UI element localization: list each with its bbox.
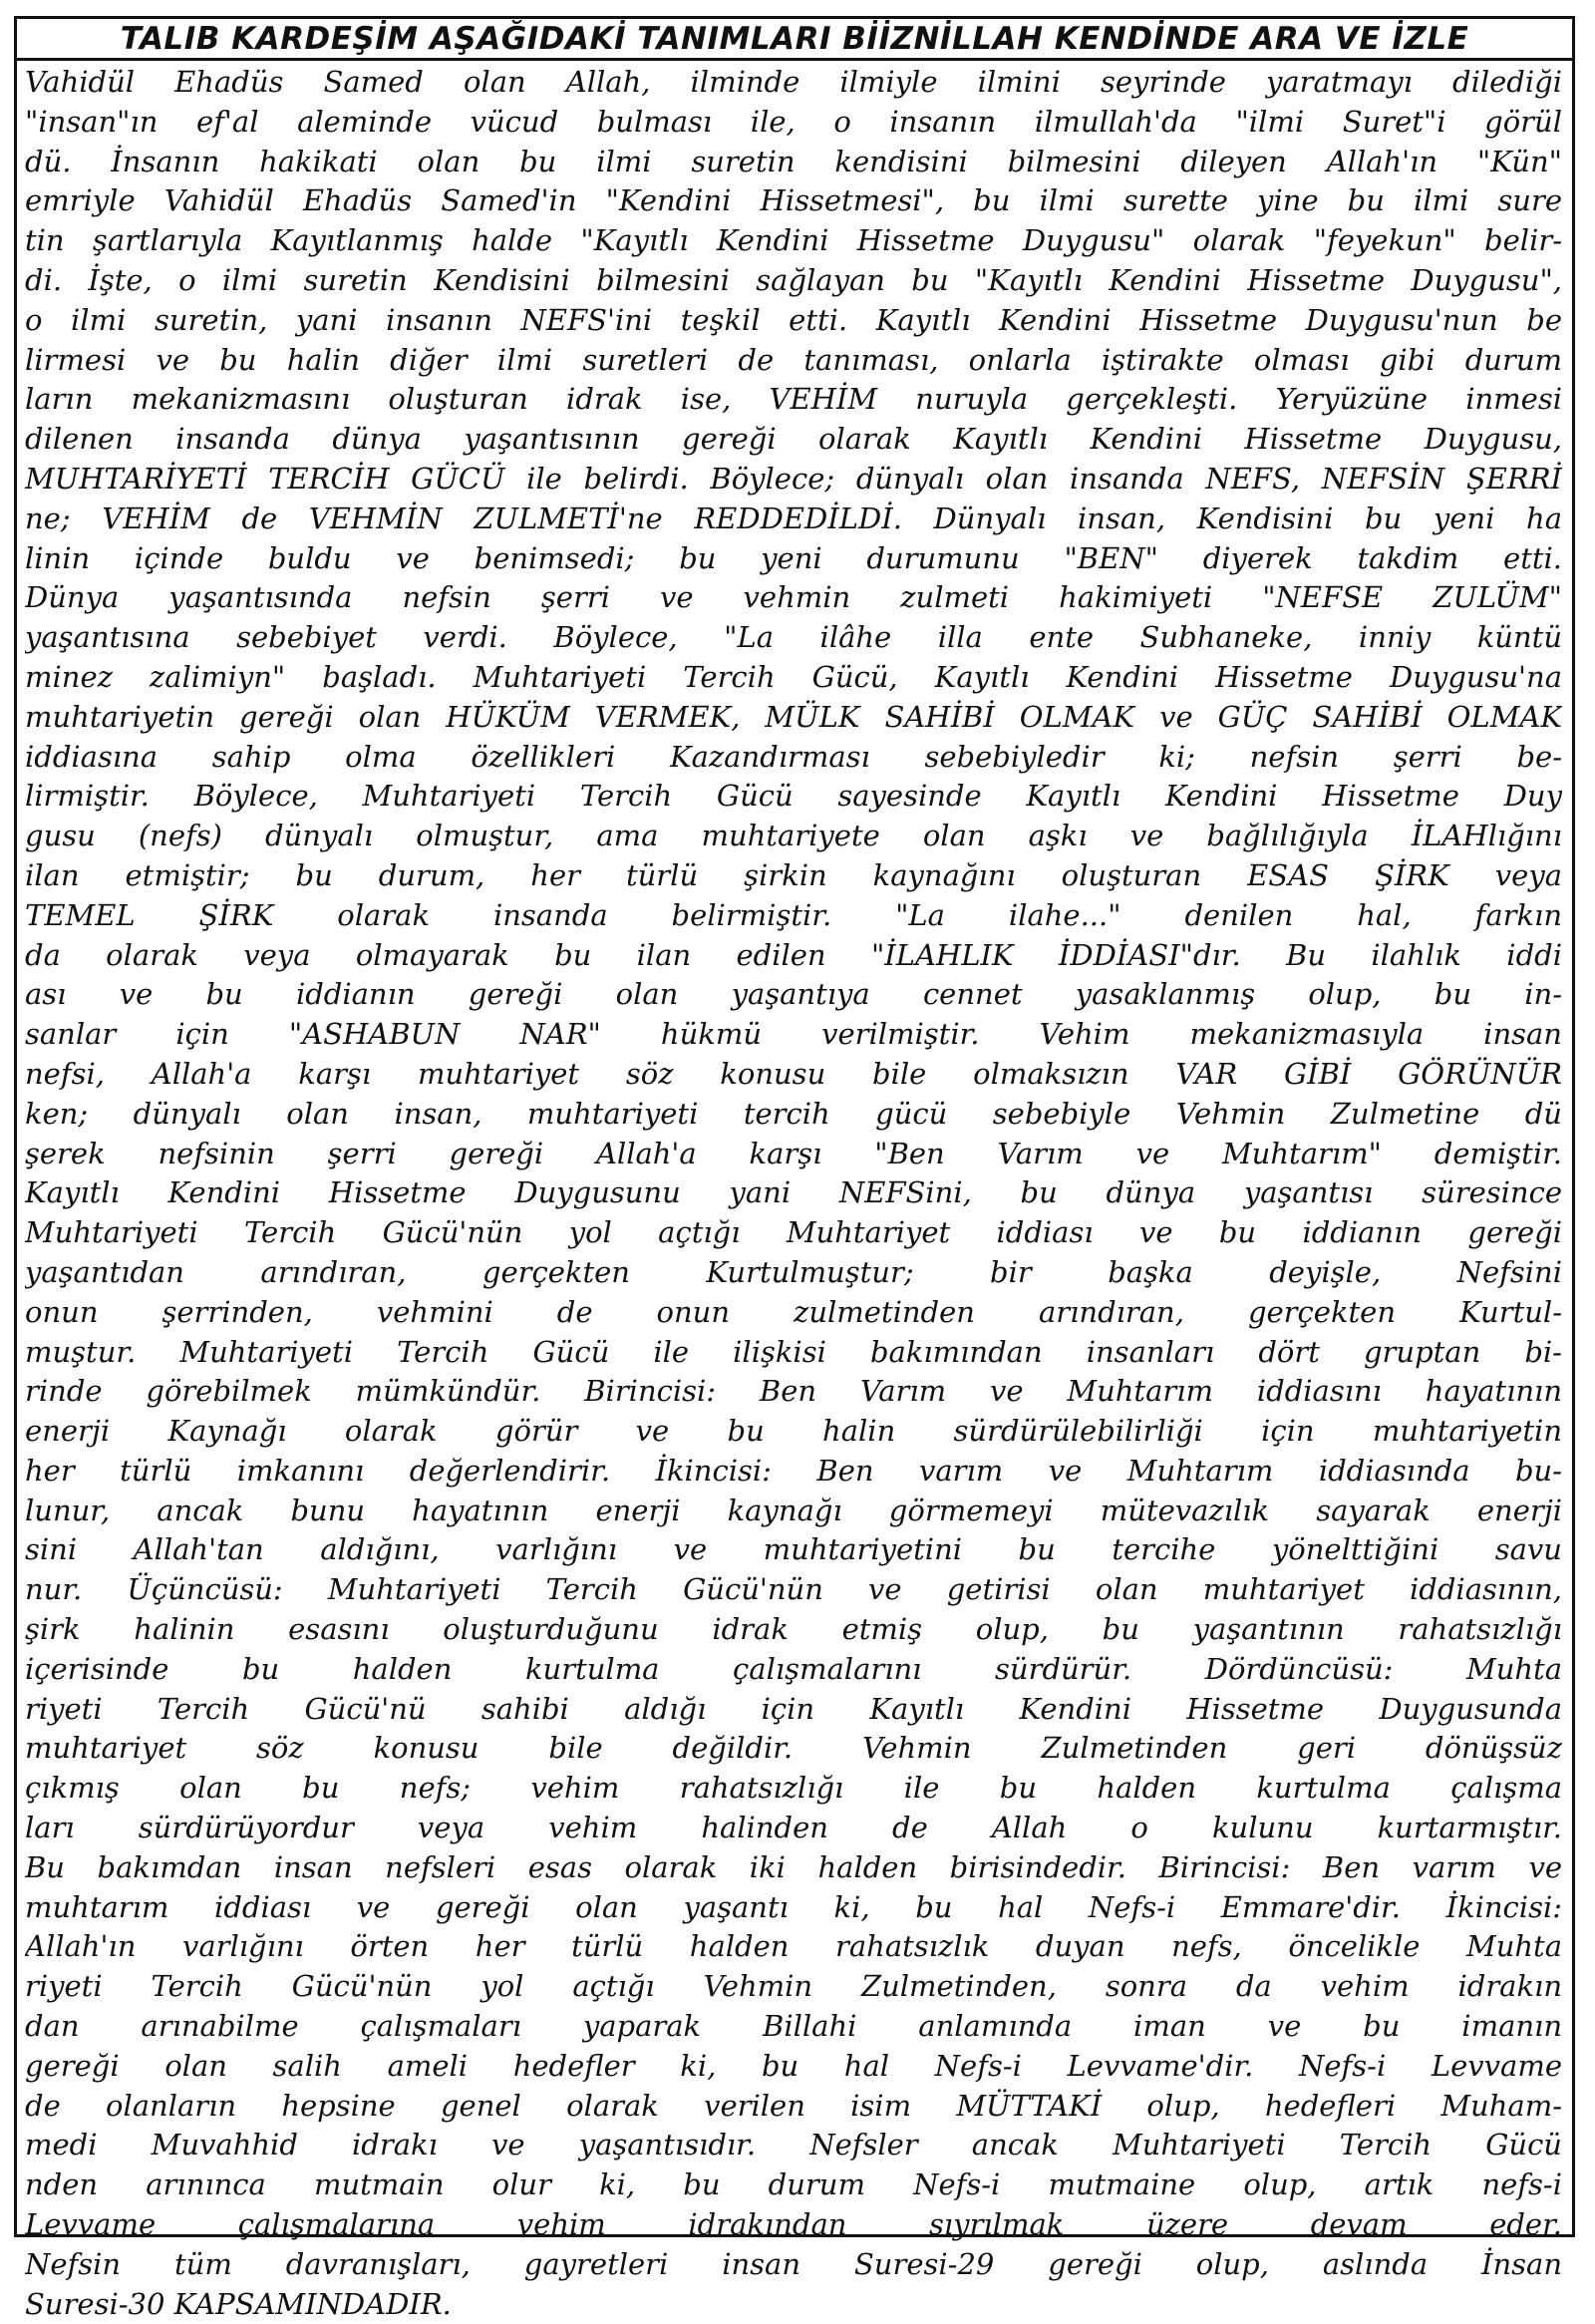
text-line: muhtariyetin gereği olan HÜKÜM VERMEK, MÜLK SAHİBİ OLMAK ve GÜÇ SAHİBİ OLMAK (25, 699, 1562, 734)
text-line: "insan"ın ef'al aleminde vücud bulması ile, o insanın ilmullah'da "ilmi Suret"i görül (25, 104, 1562, 139)
text-line: onun şerrinden, vehmini de onun zulmetinden arındıran, gerçekten Kurtul- (25, 1294, 1562, 1329)
text-line: ların mekanizmasını oluşturan idrak ise, VEHİM nuruyla gerçekleşti. Yeryüzüne inmesi (25, 382, 1562, 417)
text-line: Levvame çalışmalarına vehim idrakından sıyrılmak üzere devam eder. (25, 2207, 1562, 2242)
text-line: tin şartlarıyla Kayıtlanmış halde "Kayıtlı Kendini Hissetme Duygusu" olarak "feyekun" belir- (25, 223, 1562, 258)
text-line: medi Muvahhid idrakı ve yaşantısıdır. Nefsler ancak Muhtariyeti Tercih Gücü (25, 2128, 1562, 2162)
text-line: Suresi-30 KAPSAMINDADIR. (25, 2286, 452, 2321)
text-line: Dünya yaşantısında nefsin şerri ve vehmin zulmeti hakimiyeti "NEFSE ZULÜM" (25, 580, 1562, 615)
text-line: emriyle Vahidül Ehadüs Samed'in "Kendini Hissetmesi", bu ilmi surette yine bu ilmi sure (25, 183, 1562, 218)
text-line: rinde görebilmek mümkündür. Birincisi: Ben Varım ve Muhtarım iddiasını hayatının (25, 1374, 1562, 1409)
text-line: ları sürdürüyordur veya vehim halinden de Allah o kulunu kurtarmıştır. (25, 1811, 1562, 1845)
text-line: gusu (nefs) dünyalı olmuştur, ama muhtariyete olan aşkı ve bağlılığıyla İLAHlığını (25, 819, 1562, 853)
text-line: her türlü imkanını değerlendirir. İkincisi: Ben varım ve Muhtarım iddiasında bu- (25, 1453, 1562, 1488)
text-line: da olarak veya olmayarak bu ilan edilen "İLAHLIK İDDİASI"dır. Bu ilahlık iddi (25, 937, 1562, 972)
text-line: lirmiştir. Böylece, Muhtariyeti Tercih Gücü sayesinde Kayıtlı Kendini Hissetme Duy (25, 779, 1562, 814)
text-line: linin içinde buldu ve benimsedi; bu yeni durumunu "BEN" diyerek takdim etti. (25, 540, 1562, 575)
text-line: Allah'ın varlığını örten her türlü halden rahatsızlık duyan nefs, öncelikle Muhta (25, 1929, 1562, 1964)
text-line: Muhtariyeti Tercih Gücü'nün yol açtığı Muhtariyet iddiası ve bu iddianın gereği (25, 1215, 1562, 1250)
text-line: ken; dünyalı olan insan, muhtariyeti tercih gücü sebebiyle Vehmin Zulmetine dü (25, 1096, 1562, 1131)
text-line: ne; VEHİM de VEHMİN ZULMETİ'ne REDDEDİLDİ. Dünyalı insan, Kendisini bu yeni ha (25, 500, 1562, 535)
text-line: lunur, ancak bunu hayatının enerji kaynağı görmemeyi mütevazılık sayarak enerji (25, 1493, 1562, 1527)
text-line: MUHTARİYETİ TERCİH GÜCÜ ile belirdi. Böylece; dünyalı olan insanda NEFS, NEFSİN ŞERRİ (25, 461, 1562, 496)
text-line: nur. Üçüncüsü: Muhtariyeti Tercih Gücü'nün ve getirisi olan muhtariyet iddiasının, (25, 1572, 1562, 1607)
text-line: riyeti Tercih Gücü'nü sahibi aldığı için Kayıtlı Kendini Hissetme Duygusunda (25, 1691, 1562, 1726)
text-line: nefsi, Allah'a karşı muhtariyet söz konusu bile olmaksızın VAR GİBİ GÖRÜNÜR (25, 1056, 1562, 1091)
text-line: enerji Kaynağı olarak görür ve bu halin sürdürülebilirliği için muhtariyetin (25, 1414, 1562, 1449)
text-line: yaşantıdan arındıran, gerçekten Kurtulmuştur; bir başka deyişle, Nefsini (25, 1254, 1562, 1289)
text-line: iddiasına sahip olma özellikleri Kazandırması sebebiyledir ki; nefsin şerri be- (25, 739, 1562, 774)
text-line: muhtarım iddiası ve gereği olan yaşantı ki, bu hal Nefs-i Emmare'dir. İkincisi: (25, 1889, 1562, 1924)
text-line: dan arınabilme çalışmaları yaparak Billahi anlamında iman ve bu imanın (25, 2009, 1562, 2044)
text-line: Vahidül Ehadüs Samed olan Allah, ilminde ilmiyle ilmini seyrinde yaratmayı dilediği (25, 65, 1562, 99)
text-line: dü. İnsanın hakikati olan bu ilmi suretin kendisini bilmesini dileyen Allah'ın "Kün" (25, 144, 1562, 178)
text-line: yaşantısına sebebiyet verdi. Böylece, "La ilâhe illa ente Subhaneke, inniy küntü (25, 620, 1562, 655)
text-line: gereği olan salih ameli hedefler ki, bu hal Nefs-i Levvame'dir. Nefs-i Levvame (25, 2048, 1562, 2083)
text-line: nden arınınca mutmain olur ki, bu durum Nefs-i mutmaine olup, artık nefs-i (25, 2167, 1562, 2202)
text-line: şirk halinin esasını oluşturduğunu idrak etmiş olup, bu yaşantının rahatsızlığı (25, 1612, 1562, 1647)
text-line: sanlar için "ASHABUN NAR" hükmü verilmiştir. Vehim mekanizmasıyla insan (25, 1017, 1562, 1052)
body-text (17, 61, 1572, 2324)
text-line: dilenen insanda dünya yaşantısının gereği olarak Kayıtlı Kendini Hissetme Duygusu, (25, 422, 1562, 457)
text-line: Nefsin tüm davranışları, gayretleri insan Suresi-29 gereği olup, aslında İnsan (25, 2246, 1562, 2281)
text-line: içerisinde bu halden kurtulma çalışmalarını sürdürür. Dördüncüsü: Muhta (25, 1651, 1562, 1686)
text-line: Bu bakımdan insan nefsleri esas olarak iki halden birisindedir. Birincisi: Ben varım ve (25, 1849, 1562, 1884)
text-line: muhtariyet söz konusu bile değildir. Vehmin Zulmetinden geri dönüşsüz (25, 1731, 1562, 1766)
text-line: ası ve bu iddianın gereği olan yaşantıya cennet yasaklanmış olup, bu in- (25, 977, 1562, 1012)
text-line: lirmesi ve bu halin diğer ilmi suretleri de tanıması, onlarla iştirakte olması gibi durum (25, 342, 1562, 377)
page-title: TALIB KARDEŞİM AŞAĞIDAKİ TANIMLARI BİİZNİLLAH KENDİNDE ARA VE İZLE (17, 19, 1572, 61)
text-line: muştur. Muhtariyeti Tercih Gücü ile ilişkisi bakımından insanları dört gruptan bi- (25, 1334, 1562, 1369)
text-line: sini Allah'tan aldığını, varlığını ve muhtariyetini bu tercihe yönelttiğini savu (25, 1532, 1562, 1567)
text-line: de olanların hepsine genel olarak verilen isim MÜTTAKİ olup, hedefleri Muham- (25, 2088, 1562, 2123)
text-line: TEMEL ŞİRK olarak insanda belirmiştir. "La ilahe..." denilen hal, farkın (25, 897, 1562, 932)
text-line: minez zalimiyn" başladı. Muhtariyeti Tercih Gücü, Kayıtlı Kendini Hissetme Duygusu'na (25, 659, 1562, 694)
text-line: ilan etmiştir; bu durum, her türlü şirkin kaynağını oluşturan ESAS ŞİRK veya (25, 857, 1562, 892)
text-line: Kayıtlı Kendini Hissetme Duygusunu yani NEFSini, bu dünya yaşantısı süresince (25, 1175, 1562, 1210)
handwritten-page (14, 16, 1575, 2321)
text-line: o ilmi suretin, yani insanın NEFS'ini teşkil etti. Kayıtlı Kendini Hissetme Duygusu'nun be (25, 302, 1562, 337)
text-line: riyeti Tercih Gücü'nün yol açtığı Vehmin Zulmetinden, sonra da vehim idrakın (25, 1969, 1562, 2004)
text-line: şerek nefsinin şerri gereği Allah'a karşı "Ben Varım ve Muhtarım" demiştir. (25, 1136, 1562, 1170)
text-line: çıkmış olan bu nefs; vehim rahatsızlığı ile bu halden kurtulma çalışma (25, 1771, 1562, 1806)
text-line: di. İşte, o ilmi suretin Kendisini bilmesini sağlayan bu "Kayıtlı Kendini Hissetme Duygusu", (25, 262, 1562, 297)
